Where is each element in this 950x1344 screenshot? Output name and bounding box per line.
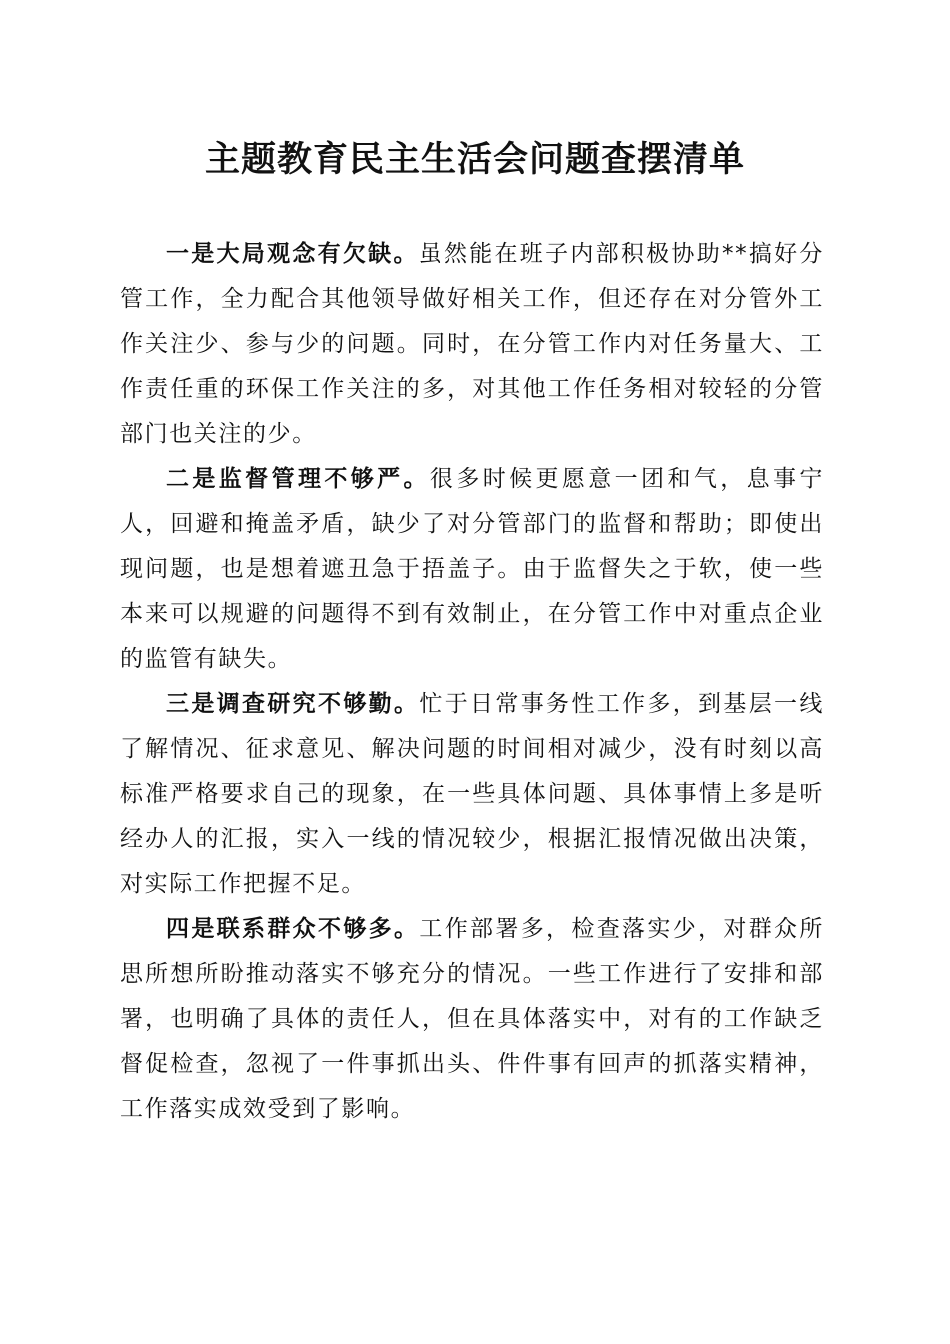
paragraph-text: 忙于日常事务性工作多，到基层一线了解情况、征求意见、解决问题的时间相对减少，没有时刻以高标准严格要求自己的现象，在一些具体问题、具体事情上多是听经办人的汇报，实入一线的情况较少，根据汇报情况做出决策，对实际工作把握不足。 [120, 691, 824, 897]
paragraph-lead: 三是调查研究不够勤。 [166, 691, 420, 717]
paragraph-text: 工作部署多，检查落实少，对群众所思所想所盼推动落实不够充分的情况。一些工作进行了安排和部署，也明确了具体的责任人，但在具体落实中，对有的工作缺乏督促检查，忽视了一件事抓出头、件件事有回声的抓落实精神，工作落实成效受到了影响。 [120, 916, 824, 1122]
paragraph-lead: 一是大局观念有欠缺。 [166, 241, 419, 267]
paragraph-1 [120, 232, 824, 457]
paragraph-text: 很多时候更愿意一团和气，息事宁人，回避和掩盖矛盾，缺少了对分管部门的监督和帮助；即使出现问题，也是想着遮丑急于捂盖子。由于监督失之于软，使一些本来可以规避的问题得不到有效制止，在分管工作中对重点企业的监管有缺失。 [120, 466, 825, 672]
paragraph-lead: 四是联系群众不够多。 [166, 916, 420, 942]
paragraph-2 [120, 457, 824, 682]
paragraph-4 [120, 907, 824, 1132]
document-title: 主题教育民主生活会问题查摆清单 [204, 139, 745, 180]
paragraph-3 [120, 682, 824, 907]
document-body [120, 232, 824, 1132]
paragraph-text: 虽然能在班子内部积极协助**搞好分管工作，全力配合其他领导做好相关工作，但还存在对分管外工作关注少、参与少的问题。同时，在分管工作内对任务量大、工作责任重的环保工作关注的多，对其他工作任务相对较轻的分管部门也关注的少。 [120, 241, 824, 447]
paragraph-lead: 二是监督管理不够严。 [166, 466, 430, 492]
